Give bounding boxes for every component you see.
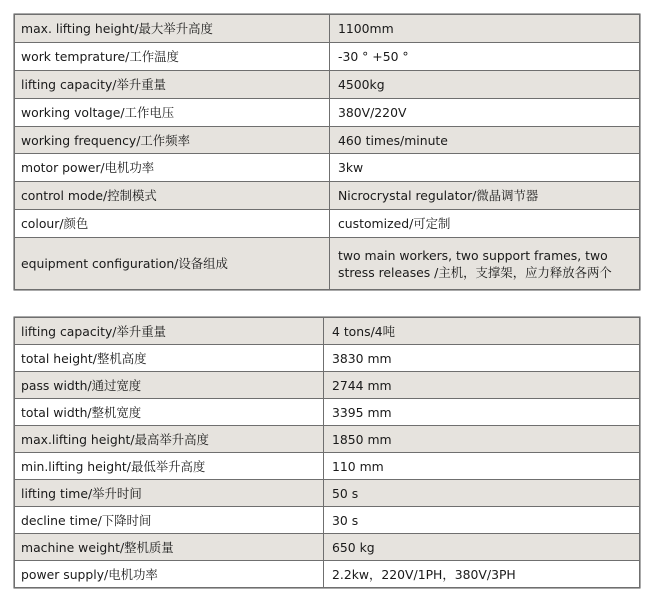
table-row: [15, 182, 640, 210]
row-value: 650 kg: [324, 534, 640, 561]
row-value: 3kw: [330, 154, 640, 182]
row-value: -30 ° +50 °: [330, 42, 640, 70]
spec-table-main: [14, 14, 640, 290]
table-row: [15, 70, 640, 98]
row-label: total width/整机宽度: [15, 399, 324, 426]
row-label: decline time/下降时间: [15, 507, 324, 534]
table-row: [15, 210, 640, 238]
table-row: [15, 345, 640, 372]
row-value: 1100mm: [330, 15, 640, 43]
row-label: lifting time/举升时间: [15, 480, 324, 507]
table-row: [15, 507, 640, 534]
row-label: equipment configuration/设备组成: [15, 238, 330, 290]
table-row: [15, 126, 640, 154]
table-row: [15, 238, 640, 290]
row-label: working voltage/工作电压: [15, 98, 330, 126]
table-row: [15, 372, 640, 399]
row-value: 1850 mm: [324, 426, 640, 453]
row-value: two main workers, two support frames, two stress releases /主机，支撑架，应力释放各两个: [330, 238, 640, 290]
table-row: [15, 561, 640, 588]
table-row: [15, 98, 640, 126]
row-label: power supply/电机功率: [15, 561, 324, 588]
row-label: pass width/通过宽度: [15, 372, 324, 399]
table-row: [15, 318, 640, 345]
table-row: [15, 480, 640, 507]
row-label: total height/整机高度: [15, 345, 324, 372]
table-row: [15, 154, 640, 182]
row-label: lifting capacity/举升重量: [15, 318, 324, 345]
row-label: max.lifting height/最高举升高度: [15, 426, 324, 453]
table-row: [15, 534, 640, 561]
row-value: 2744 mm: [324, 372, 640, 399]
row-label: work temprature/工作温度: [15, 42, 330, 70]
table-row: [15, 453, 640, 480]
table-row: [15, 399, 640, 426]
row-value: 380V/220V: [330, 98, 640, 126]
row-label: min.lifting height/最低举升高度: [15, 453, 324, 480]
row-label: machine weight/整机质量: [15, 534, 324, 561]
row-label: working frequency/工作频率: [15, 126, 330, 154]
row-value: 3830 mm: [324, 345, 640, 372]
row-value: Nicrocrystal regulator/微晶调节器: [330, 182, 640, 210]
row-value: 4500kg: [330, 70, 640, 98]
row-label: lifting capacity/举升重量: [15, 70, 330, 98]
table-row: [15, 15, 640, 43]
row-label: colour/颜色: [15, 210, 330, 238]
row-value: 30 s: [324, 507, 640, 534]
row-value: 50 s: [324, 480, 640, 507]
spec-table-dimensions: [14, 317, 640, 588]
table-row: [15, 42, 640, 70]
row-value: customized/可定制: [330, 210, 640, 238]
row-label: motor power/电机功率: [15, 154, 330, 182]
row-value: 2.2kw，220V/1PH，380V/3PH: [324, 561, 640, 588]
table-row: [15, 426, 640, 453]
row-value: 110 mm: [324, 453, 640, 480]
row-value: 3395 mm: [324, 399, 640, 426]
row-value: 4 tons/4吨: [324, 318, 640, 345]
row-label: max. lifting height/最大举升高度: [15, 15, 330, 43]
row-label: control mode/控制模式: [15, 182, 330, 210]
row-value: 460 times/minute: [330, 126, 640, 154]
